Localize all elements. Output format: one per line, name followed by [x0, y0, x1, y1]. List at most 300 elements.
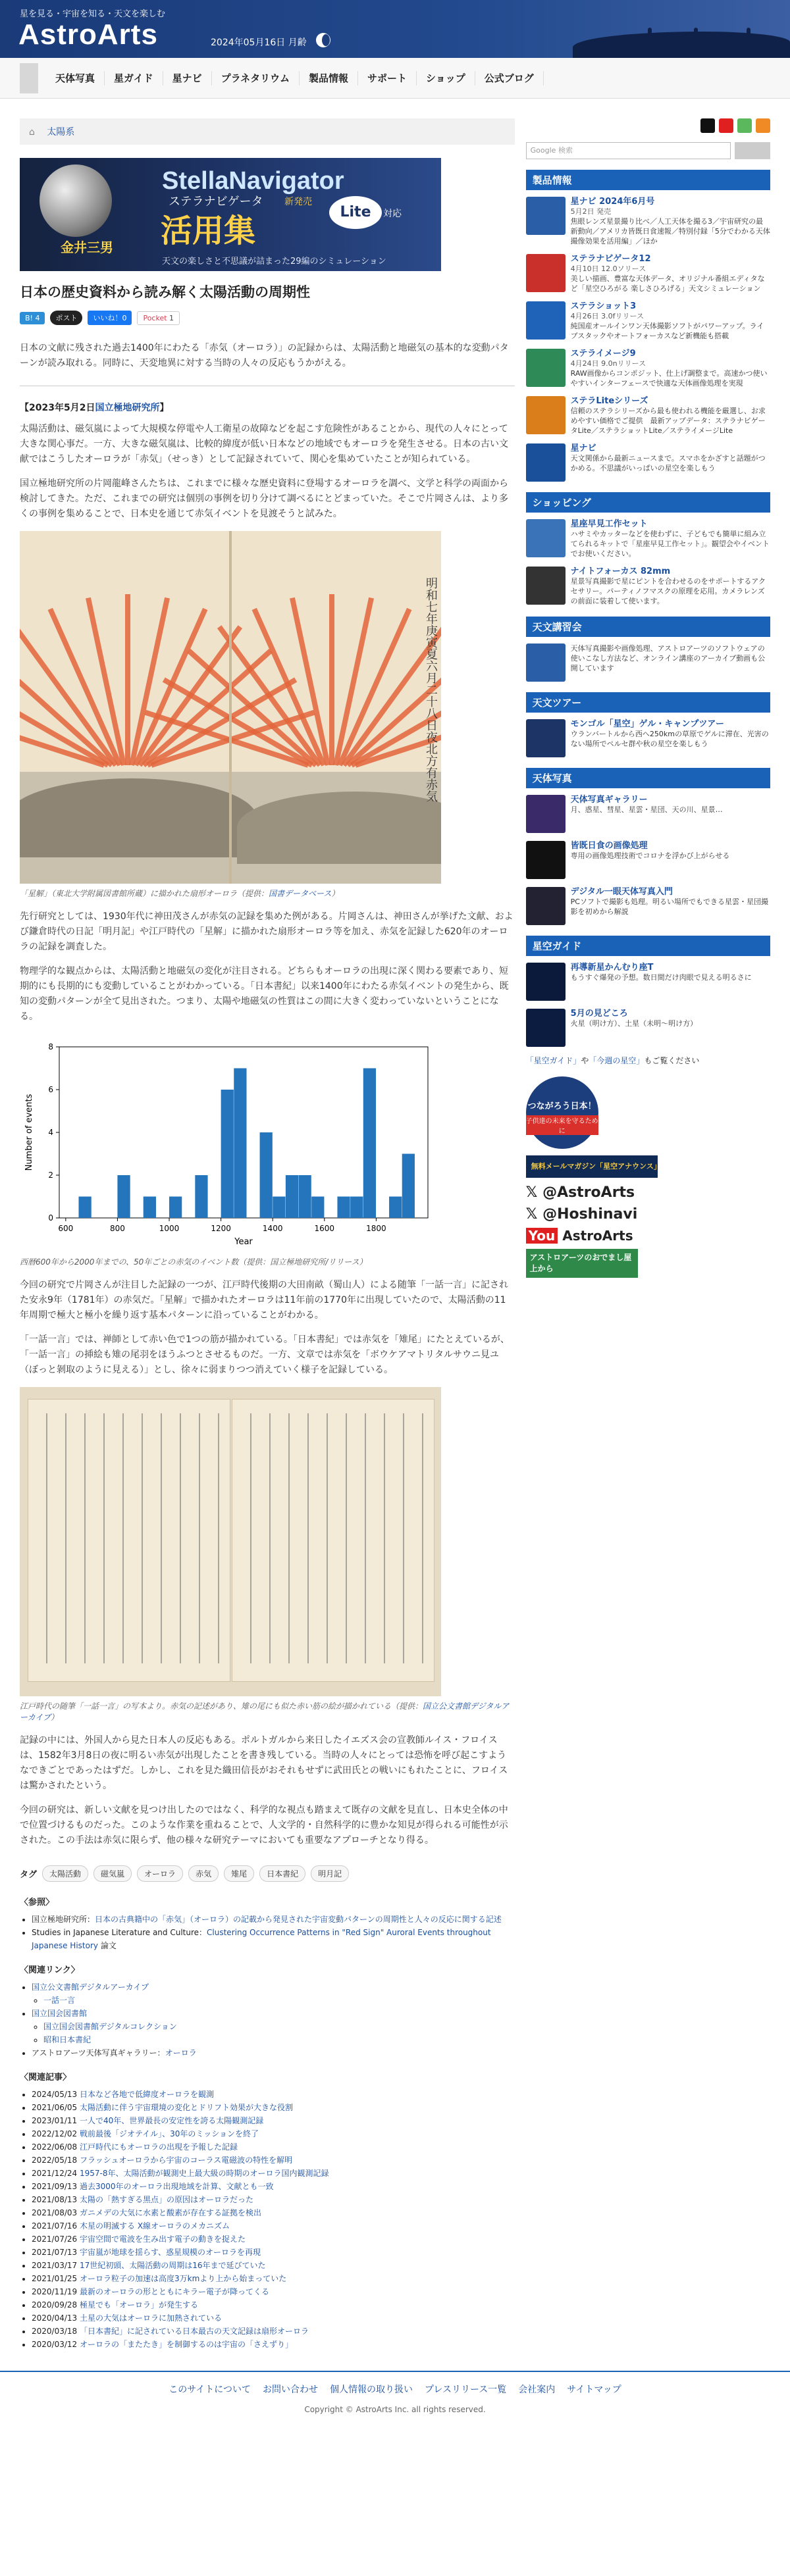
stellanavigator-banner[interactable] — [20, 158, 441, 271]
sidebar-entry-desc: ハサミやカッターなどを使わずに、子どもでも簡単に組み立てられるキットで「星座早見工作セット」。観望会やイベントでお使いください。 — [570, 530, 770, 558]
shop-list — [526, 519, 770, 606]
promo-twitcasting[interactable]: アストロアーツのおでまし屋上から — [526, 1249, 638, 1278]
reference-link[interactable]: Clustering Occurrence Patterns in "Red Sign" Auroral Events throughout Japanese History — [32, 1928, 491, 1950]
related-article-link[interactable]: 最新のオーロラの形とともにキラー電子が降ってくる — [80, 2287, 270, 2296]
related-article-link[interactable]: フラッシュオーロラから宇宙のコーラス電磁波の特性を解明 — [80, 2156, 293, 2165]
related-link[interactable]: 国立国会図書館 — [32, 2009, 88, 2018]
related-sublist — [43, 1994, 515, 2007]
site-logo[interactable]: AstroArts — [18, 18, 158, 51]
promo-friends-title: つながろう日本！ — [527, 1101, 596, 1111]
reference-source: Studies in Japanese Literature and Culture： — [32, 1928, 207, 1937]
banner-big-text: 活用集 — [161, 213, 256, 249]
sidebar-entry-desc: 信頼のステラシリーズから最も使われる機能を厳選し、お求めやすい価格でご提供 最新アップデータ：ステラナビゲータLite／ステラショットLite／ステライメージLite — [570, 407, 766, 435]
sidebar-entry[interactable] — [526, 719, 770, 757]
nightfocus-icon — [526, 567, 566, 605]
x-icon: 𝕏 — [525, 1206, 538, 1223]
related-link-item — [32, 2046, 515, 2059]
x-post-button[interactable]: ポスト — [50, 311, 82, 325]
reference-source: 国立極地研究所： — [32, 1915, 95, 1924]
si9-icon — [526, 349, 566, 387]
sidebar-entry-text — [571, 254, 770, 293]
histogram-bar — [144, 1197, 156, 1219]
site-tagline: 星を見る・宇宙を知る・天文を楽しむ — [20, 9, 166, 19]
histogram-bar — [273, 1197, 285, 1219]
related-article-item — [32, 2219, 515, 2233]
star-guide-link[interactable]: 「星空ガイド」 — [525, 1056, 581, 1065]
search-button[interactable] — [735, 142, 770, 159]
sidebar-entry-date: 4月24日 9.0nリリース — [570, 359, 646, 368]
related-subitem — [43, 2020, 515, 2033]
histogram-svg — [20, 1034, 441, 1251]
manuscript-line — [122, 1413, 124, 1663]
tags-label: タグ — [20, 1870, 38, 1880]
promo-friends-sub: 子供達の未来を守るために — [526, 1115, 598, 1135]
tour-list — [526, 719, 770, 757]
article-lead: 日本の文献に残された過去1400年にわたる「赤気（オーロラ）」の記録からは、太陽活動と地磁気の基本的な変動パターンが読み取れる。同時に、天変地異に対する当時の人々の反応もうかがえる。 — [20, 341, 515, 386]
related-article-item — [32, 2272, 515, 2285]
manuscript-line — [346, 1413, 347, 1663]
seminar-heading: 天文講習会 — [526, 617, 770, 637]
ss3-icon — [526, 301, 566, 340]
related-article-date: 2022/06/08 — [32, 2142, 78, 2152]
footer-link[interactable]: このサイトについて — [169, 2385, 251, 2395]
promo-x-astroarts[interactable] — [526, 1184, 770, 1201]
sidebar-entry[interactable] — [526, 795, 770, 833]
related-article-date: 2023/01/11 — [32, 2116, 78, 2125]
promo-x-hoshinavi[interactable] — [526, 1206, 770, 1223]
sidebar-entry[interactable] — [526, 644, 770, 682]
related-article-link[interactable]: 「日本書紀」に記されている日本最古の天文記録は扇形オーロラ — [80, 2327, 309, 2336]
breadcrumb-current[interactable]: 太陽系 — [47, 127, 75, 138]
article-paragraph-4: 物理学的な観点からは、太陽活動と地磁気の変化が注目される。どちらもオーロラの出現に深く関わる要素であり、短期的にも長期的にも変動していることがわかっている。「日本書紀」以来1400年にわたる赤気イベントの発生から、既知の変動パターンが全て見出された。つまり、太陽や地磁気の性質はこの間に大きく変わっていないということになる。 — [20, 966, 509, 1022]
related-article-link[interactable]: オーロラ粒子の加速は高度3万kmより上から始まっていた — [80, 2274, 287, 2283]
header-hill-illustration — [573, 32, 790, 58]
related-links-list — [32, 1981, 515, 2059]
sidebar-entry[interactable] — [526, 197, 770, 246]
sidebar-entry[interactable] — [526, 301, 770, 341]
related-article-item — [32, 2180, 515, 2193]
related-article-item — [32, 2311, 515, 2325]
guide-list — [526, 963, 770, 1047]
painting-mountain — [20, 778, 257, 857]
related-article-date: 2021/03/17 — [32, 2261, 78, 2270]
tag-link[interactable]: 雉尾 — [224, 1865, 254, 1882]
fan-aurora-painting — [20, 531, 441, 884]
histogram-bar — [234, 1069, 246, 1219]
sidebar-entry-date: 4月26日 3.0fリリース — [570, 312, 644, 320]
sidebar-entry-desc: 天文関係から最新ニュースまで。スマホをかざすと話題がつかめる。不思議がいっぱいの星空を楽しもう — [570, 454, 766, 472]
x-icon: 𝕏 — [525, 1184, 538, 1201]
nav-item[interactable]: プラネタリウム — [212, 71, 300, 86]
related-link-prefix: アストロアーツ天体写真ギャラリー： — [32, 2048, 165, 2058]
related-sublist — [43, 2020, 515, 2046]
shopping-heading: ショッピング — [526, 492, 770, 513]
related-article-link[interactable]: オーロラの「またたき」を制御するのは宇宙の「さえずり」 — [80, 2340, 294, 2349]
manuscript-line — [84, 1413, 86, 1663]
sidebar-entry-desc: RAW画像からコンポジット、仕上げ調整まで。高速かつ使いやすいインターフェースで快適な天体画像処理を実現 — [570, 369, 768, 388]
histogram-bar — [299, 1175, 311, 1218]
youtube-icon[interactable] — [719, 118, 733, 133]
header-person-illustration — [648, 28, 652, 39]
manuscript-line — [199, 1413, 200, 1663]
sidebar-entry-text — [571, 963, 752, 1001]
related-article-date: 2021/07/13 — [32, 2248, 78, 2257]
sidebar-entry-date: 5月2日 発売 — [570, 207, 612, 216]
sidebar-entry-desc: 専用の画像処理技術でコロナを浮かび上がらせる — [570, 851, 730, 860]
tour-heading: 天文ツアー — [526, 692, 770, 713]
seminar-list — [526, 644, 770, 682]
caption-text: 江戸時代の随筆「一話一言」の写本より。赤気の記述があり、雉の尾にも似た赤い筋の絵が描かれている（提供： — [20, 1702, 423, 1711]
related-links-heading: 〈関連リンク〉 — [20, 1965, 80, 1975]
pocket-button[interactable] — [137, 311, 180, 325]
sidebar-entry-title[interactable]: デジタル一眼天体写真入門 — [570, 887, 673, 897]
related-article-link[interactable]: 木星の明滅する X線オーロラのメカニズム — [80, 2221, 230, 2231]
sidebar-entry-desc: 星景写真撮影で星にピントを合わせるのをサポートするアクセサリー。パーティノフマスクの原理を応用。カメラレンズの前面に装着して使います。 — [570, 577, 766, 605]
related-sublink[interactable]: 一話一言 — [43, 1996, 76, 2005]
y-tick-label: 4 — [48, 1128, 53, 1137]
sidebar-entry[interactable] — [526, 887, 770, 925]
pocket-label: Pocket — [143, 313, 167, 322]
sidebar-entry-desc: もうすぐ爆発の予想。数日間だけ肉眼で見える明るさに — [570, 973, 752, 982]
related-article-link[interactable]: 日本など各地で低緯度オーロラを観測 — [80, 2090, 215, 2099]
nav-item[interactable]: 製品情報 — [300, 71, 358, 86]
promo-mailmagazine[interactable]: 無料メールマガジン「星空アナウンス」 — [526, 1155, 658, 1178]
manuscript-line — [180, 1413, 181, 1663]
manuscript-caption — [20, 1700, 515, 1723]
lite-icon — [526, 396, 566, 434]
sidebar-entry[interactable] — [526, 567, 770, 606]
manuscript-line — [422, 1413, 423, 1663]
tag-link[interactable]: オーロラ — [137, 1865, 183, 1882]
article-paragraph-6: 「一話一言」では、禅師として赤い色で1つの筋が描かれている。「日本書紀」では赤気を「雉尾」にたとえているが、「一話一言」の挿絵も雉の尾羽をほうふつとさせるものだ。一方、文章では赤気を「ボウケアマトリタルサウニ見ユ（ぼっと剝取のように見える）」とし、徐々に弱まりつつ消えていく様子を記録している。 — [20, 1334, 510, 1375]
related-article-link[interactable]: 宇宙空間で電波を生み出す電子の動きを捉えた — [80, 2235, 246, 2244]
caption-end: ） — [331, 889, 340, 898]
footer-link[interactable]: プレスリリース一覧 — [424, 2385, 507, 2395]
related-article-link[interactable]: 極星でも「オーロラ」が発生する — [80, 2300, 199, 2310]
sidebar-entry-desc: 美しい描画、豊富な天体データ、オリジナル番組エディタなど「星空ひろがる 楽しさひろげる」天文シミュレーション — [570, 274, 765, 293]
article-paragraph-8: 今回の研究は、新しい文献を見つけ出したのではなく、科学的な視点も踏まえて既存の文献を見直し、日本史全体の中で位置づけるものだった。このような作業を重ねることで、人文学的・自然科学的に豊かな知見が得られる可能性が示された。この手法は赤気に限らず、他の様々な研究テーマにおいても重要なアプローチとなり得る。 — [20, 1805, 508, 1846]
tag-link[interactable]: 太陽活動 — [42, 1865, 88, 1882]
sidebar-entry-title[interactable]: 天体写真ギャラリー — [570, 795, 648, 805]
sidebar-entry-title[interactable]: 再導新星かんむり座T — [570, 963, 654, 972]
nav-item[interactable]: 公式ブログ — [475, 71, 544, 86]
y-tick-label: 6 — [48, 1085, 53, 1094]
sidebar-entry-title[interactable]: 5月の見どころ — [570, 1009, 628, 1019]
related-article-item — [32, 2193, 515, 2206]
histogram-bar — [286, 1175, 298, 1218]
sidebar-entry[interactable] — [526, 396, 770, 436]
sidebar-entry-desc: 焦眼レンズ星景撮り比べ／人工天体を撮る3／宇宙研究の最新動向／アメリカ皆既日食速報／特別付録「5分でわかる天体撮像効果を活用編」／ほか — [570, 217, 770, 245]
histogram-bar — [221, 1090, 234, 1218]
sidebar-entry-title[interactable]: 皆既日食の画像処理 — [570, 841, 648, 851]
sidebar-entry-title[interactable]: 星ナビ 2024年6月号 — [570, 197, 655, 207]
sn12-icon — [526, 254, 566, 292]
sidebar-entry[interactable] — [526, 519, 770, 559]
related-article-date: 2021/07/26 — [32, 2235, 78, 2244]
references-list — [32, 1913, 515, 1952]
related-article-link[interactable]: 太陽の「熱すぎる黒点」の原因はオーロラだった — [80, 2195, 254, 2204]
related-article-link[interactable]: 土星の大気はオーロラに加熱されている — [80, 2313, 223, 2323]
related-article-item — [32, 2206, 515, 2219]
sidebar-entry-text — [571, 887, 770, 925]
promo-youtube[interactable] — [526, 1228, 770, 1244]
nav-item[interactable]: 星ガイド — [105, 71, 163, 86]
related-article-date: 2022/12/02 — [32, 2129, 78, 2138]
x-icon[interactable] — [700, 118, 715, 133]
related-article-date: 2021/01/25 — [32, 2274, 78, 2283]
related-article-link[interactable]: 江戸時代にもオーロラの出現を予報した記録 — [80, 2142, 238, 2152]
footer-link[interactable]: 会社案内 — [518, 2385, 556, 2395]
aurora-ray — [125, 594, 130, 765]
manuscript-line — [365, 1413, 366, 1663]
eclipse-icon — [526, 841, 566, 879]
home-icon[interactable] — [20, 63, 38, 93]
reference-link[interactable]: 日本の古典籍中の「赤気」（オーロラ）の記載から発見された宇宙変動パターンの周期性と人々の反応に関する記述 — [95, 1915, 502, 1924]
dslr-icon — [526, 887, 566, 925]
manuscript-line — [288, 1413, 290, 1663]
related-article-date: 2020/11/19 — [32, 2287, 78, 2296]
related-article-item — [32, 2114, 515, 2127]
manuscript-line — [269, 1413, 271, 1663]
banner-lite-tail: 対応 — [383, 209, 402, 219]
related-sublink[interactable]: 昭和日本書紀 — [43, 2035, 92, 2044]
dateline-end: 】 — [159, 403, 169, 413]
article-paragraph-1: 太陽活動は、磁気嵐によって大規模な停電や人工衛星の故障などを起こす危険性があることから、現代の人々にとって大きな関心事だ。一方、大きな磁気嵐は、比較的緯度が低い日本などの地域でもオーロラを発生させる。日本の古い文献ではこうしたオーロラが「赤気」（せっき）として記録されていて、関心を集めていたことが知られている。 — [20, 424, 508, 465]
y-tick-label: 8 — [48, 1042, 53, 1051]
promo-youtube-label: AstroArts — [562, 1228, 633, 1244]
dateline-text: 【2023年5月2日 — [20, 403, 95, 413]
article-tags — [20, 1865, 515, 1882]
related-article-date: 2020/09/28 — [32, 2300, 78, 2310]
x-tick-label: 1000 — [159, 1224, 180, 1233]
promo-friends[interactable] — [526, 1076, 598, 1149]
related-article-link[interactable]: 17世紀初頭、太陽活動の周期は16年まで延びていた — [80, 2261, 266, 2270]
caption-link[interactable]: 国立公文書館デジタルアーカイブ — [20, 1702, 510, 1722]
related-article-link[interactable]: 戦前最後「ジオテイル」、30年のミッションを終了 — [80, 2129, 259, 2138]
this-week-link[interactable]: 「今週の星空」 — [589, 1056, 645, 1065]
dateline-source-link[interactable]: 国立極地研究所 — [95, 403, 160, 413]
tag-link[interactable]: 磁気嵐 — [93, 1865, 132, 1882]
sidebar-entry-desc: ウランバートルから西へ250kmの草原でゲルに滞在、光害のない場所でペルセ群や秋の星空を楽しもう — [570, 730, 769, 748]
x-tick-label: 600 — [58, 1224, 74, 1233]
histogram-bar — [363, 1069, 376, 1219]
related-article-date: 2021/12/24 — [32, 2169, 78, 2178]
may-icon — [526, 1009, 566, 1047]
header-date: 2024年05月16日 月齢 — [211, 38, 307, 48]
sidebar-entry-text — [571, 644, 770, 682]
banner-title: StellaNavigator — [162, 167, 344, 195]
nova-icon — [526, 963, 566, 1001]
related-article-date: 2020/04/13 — [32, 2313, 78, 2323]
related-article-link[interactable]: 過去3000年のオーロラ出現地域を計算、文献とも一致 — [80, 2182, 274, 2191]
related-subitem — [43, 2033, 515, 2046]
tag-link[interactable]: 日本書紀 — [259, 1865, 305, 1882]
related-link[interactable]: 国立公文書館デジタルアーカイブ — [32, 1983, 149, 1992]
related-article-date: 2021/07/16 — [32, 2221, 78, 2231]
facebook-like-button[interactable]: いいね！0 — [88, 311, 132, 325]
hoshinavi-icon — [526, 443, 566, 482]
sidebar-entry-desc: 純国産オールインワン天体撮影ソフトがパワーアップ。ライブスタックやオートフォーカスなど新機能も搭載 — [570, 322, 764, 340]
sidebar-entry[interactable] — [526, 841, 770, 879]
sidebar-entry-text — [571, 519, 770, 559]
related-article-date: 2022/05/18 — [32, 2156, 78, 2165]
sidebar-entry-title[interactable]: ステラナビゲータ12 — [570, 254, 651, 264]
sidebar-entry[interactable] — [526, 1009, 770, 1047]
footer-link[interactable]: お問い合わせ — [262, 2385, 318, 2395]
astrophoto-list — [526, 795, 770, 925]
tag-link[interactable]: 明月記 — [311, 1865, 349, 1882]
sidebar-entry-desc: 天体写真撮影や画像処理、アストロアーツのソフトウェアの使いこなし方法など、オンライン講座のアーカイブ動画も公開しています — [570, 644, 766, 672]
planisphere-icon — [526, 519, 566, 557]
copyright: Copyright © AstroArts Inc. all rights reserved. — [304, 2405, 486, 2414]
article-paragraph-3: 先行研究としては、1930年代に神田茂さんが赤気の記録を集めた例がある。片岡さんは、神田さんが挙げた文献、および鎌倉時代の日記「明月記」や江戸時代の「星解」に描かれた扇形オーロラ等を加え、赤気を記録した620年のオーロラの記録を調査した。 — [20, 911, 514, 952]
header-person-illustration — [694, 28, 698, 39]
moon-phase-icon — [316, 33, 330, 47]
seminar-icon — [526, 644, 566, 682]
manuscript-line — [218, 1413, 219, 1663]
reference-suffix: 論文 — [98, 1941, 117, 1950]
related-article-date: 2020/03/12 — [32, 2340, 78, 2349]
manuscript-line — [161, 1413, 162, 1663]
related-article-item — [32, 2140, 515, 2154]
sidebar-entry-title[interactable]: ステラLiteシリーズ — [570, 396, 648, 406]
sidebar-entry-title[interactable]: 星ナビ — [570, 443, 596, 453]
histogram-caption: 西暦600年から2000年までの、50年ごとの赤気のイベント数（提供：国立極地研究所/リリース） — [20, 1257, 367, 1267]
x-tick-label: 800 — [109, 1224, 125, 1233]
sidebar-entry-text — [571, 349, 770, 388]
caption-link[interactable]: 国書データベース — [269, 889, 332, 898]
article-paragraph-7: 記録の中には、外国人から見た日本人の反応もある。ポルトガルから来日したイエズス会の宣教師ルイス・フロイスは、1582年3月8日の夜に明るい赤気が出現したことを書き残している。当時の人々にとっては恐怖を呼び起こすようなできごとであったはずだ。しかし、これを見た織田信長がおそれもせずに武田氏との戦いにもれたことに、フロイスは驚かされたという。 — [20, 1735, 508, 1791]
search-input[interactable]: Google 検索 — [526, 142, 731, 159]
sidebar-entry-desc: 月、惑星、彗星、星雲・星団、天の川、星景… — [570, 805, 723, 814]
manuscript-line — [403, 1413, 404, 1663]
manuscript-line — [103, 1413, 105, 1663]
histogram-bar — [402, 1154, 415, 1219]
article-main — [20, 118, 515, 2351]
related-article-link[interactable]: 宇宙嵐が地球を揺らす、惑星規模のオーロラを再現 — [80, 2248, 261, 2257]
related-subitem — [43, 1994, 515, 2007]
tag-link[interactable]: 赤気 — [188, 1865, 219, 1882]
painting-inscription: 明和七年庚寅夏六月二十八日夜北方有赤気 — [424, 577, 438, 802]
histogram-bar — [78, 1197, 91, 1219]
manuscript-line — [142, 1413, 143, 1663]
related-article-date: 2021/06/05 — [32, 2103, 78, 2112]
manuscript-line — [65, 1413, 66, 1663]
sidebar-entry-title[interactable]: ナイトフォーカス 82mm — [570, 567, 671, 576]
related-article-item — [32, 2259, 515, 2272]
banner-author: 金井三男 — [61, 240, 113, 255]
histogram-bar — [195, 1175, 207, 1218]
article-title: 日本の歴史資料から読み解く太陽活動の周期性 — [20, 284, 310, 300]
nav-item[interactable]: ショップ — [417, 71, 475, 86]
banner-lite-badge: Lite — [329, 196, 382, 229]
sidebar-entry-title[interactable]: モンゴル「星空」ゲル・キャンプツアー — [570, 719, 725, 729]
histogram-bar — [337, 1197, 350, 1219]
related-article-link[interactable]: 太陽活動に伴う宇宙環境の変化とドリフト効果が大きな役割 — [80, 2103, 294, 2112]
sidebar-entry-date: 4月10日 12.0ソリース — [570, 265, 646, 273]
related-sublink[interactable]: 国立国会図書館デジタルコレクション — [43, 2022, 177, 2031]
home-crumb-icon[interactable]: ⌂ — [29, 127, 35, 138]
sidebar-entry-text — [571, 301, 770, 341]
related-link[interactable]: オーロラ — [165, 2048, 197, 2058]
footer-link[interactable]: 個人情報の取り扱い — [329, 2385, 413, 2395]
line-icon[interactable] — [737, 118, 752, 133]
related-link-item — [32, 1981, 515, 2007]
rss-icon[interactable] — [756, 118, 770, 133]
sidebar-entry-title[interactable]: ステライメージ9 — [570, 349, 636, 359]
social-icons — [526, 118, 770, 133]
nav-item[interactable]: 星ナビ — [163, 71, 212, 86]
related-article-item — [32, 2088, 515, 2101]
guide-footer — [526, 1055, 770, 1066]
guide-footer-text: や — [581, 1056, 589, 1065]
header-person-illustration — [747, 28, 750, 39]
hatena-bookmark-button[interactable]: B! 4 — [20, 312, 45, 324]
sidebar-entry-text — [571, 567, 770, 606]
sidebar-entry[interactable] — [526, 254, 770, 293]
sidebar-entry-title[interactable]: ステラショット3 — [570, 301, 637, 311]
youtube-icon: You — [526, 1228, 558, 1244]
astrophoto-heading: 天体写真 — [526, 768, 770, 788]
sidebar-entry[interactable] — [526, 963, 770, 1001]
related-article-item — [32, 2298, 515, 2311]
tour-icon — [526, 719, 566, 757]
footer-link[interactable]: サイトマップ — [567, 2385, 621, 2395]
banner-subtitle: 天文の楽しさと不思議が詰まった29編のシミュレーション — [162, 257, 386, 266]
y-axis-label: Number of events — [24, 1094, 34, 1171]
article-paragraph-5: 今回の研究で片岡さんが注目した記録の一つが、江戸時代後期の大田南畝（蜀山人）による随筆「一話一言」に記された安永9年（1781年）の赤気だ。「星解」で描かれたオーロラは11年前の1770年に出現していたので、太陽活動の11年周期で極大と極小を繰り返す基本パターンに沿っていることがわかる。 — [20, 1280, 508, 1321]
nav-item[interactable]: 天体写真 — [46, 71, 105, 86]
related-article-item — [32, 2167, 515, 2180]
manuscript-line — [250, 1413, 251, 1663]
histogram-bar — [350, 1197, 363, 1219]
related-article-link[interactable]: ガニメデの大気に水素と酸素が存在する証拠を検出 — [80, 2208, 262, 2217]
related-article-item — [32, 2101, 515, 2114]
related-article-link[interactable]: 一人で40年、世界最長の安定性を誇る太陽観測記録 — [80, 2116, 264, 2125]
reference-item — [32, 1913, 515, 1926]
sidebar-entry-text — [571, 719, 770, 757]
caption-end: ） — [51, 1713, 59, 1722]
x-tick-label: 1400 — [262, 1224, 283, 1233]
breadcrumb — [20, 118, 515, 145]
y-tick-label: 2 — [48, 1171, 53, 1180]
histogram-bar — [117, 1175, 130, 1218]
related-articles-heading: 〈関連記事〉 — [20, 2073, 72, 2083]
reference-item — [32, 1926, 515, 1952]
related-link-item — [32, 2007, 515, 2046]
sidebar-entry-text — [571, 1009, 698, 1047]
sidebar-entry-desc: 火星（明け方）、土星（未明〜明け方） — [570, 1019, 698, 1028]
products-list — [526, 197, 770, 482]
article-paragraph-2: 国立極地研究所の片岡龍峰さんたちは、これまでに様々な歴史資料に登場するオーロラを調べ、文学と科学の両面から検討してきた。ただ、これまでの研究は個別の事例を切り分けて調べるにとどまっていた。そこで片岡さんは、より多くの事例を集めることで、日本史を通じて赤気イベントを見渡そうと試みた。 — [20, 478, 508, 519]
banner-new-badge: 新発売 — [284, 197, 312, 207]
gallery-icon — [526, 795, 566, 833]
nav-item[interactable]: サポート — [358, 71, 417, 86]
related-article-link[interactable]: 1957-8年、太陽活動が観測史上最大級の時期のオーロラ国内観測記録 — [80, 2169, 329, 2178]
sidebar-entry[interactable] — [526, 349, 770, 388]
sidebar-entry[interactable] — [526, 443, 770, 482]
related-article-item — [32, 2154, 515, 2167]
site-header — [0, 0, 790, 58]
related-articles-list — [32, 2088, 515, 2351]
x-tick-label: 1200 — [211, 1224, 231, 1233]
related-article-item — [32, 2285, 515, 2298]
caption-text: 「星解」（東北大学附属図書館所蔵）に描かれた扇形オーロラ（提供： — [20, 889, 269, 898]
related-article-item — [32, 2338, 515, 2351]
related-article-date: 2024/05/13 — [32, 2090, 78, 2099]
site-search — [526, 142, 770, 159]
sidebar-entry-title[interactable]: 星座早見工作セット — [570, 519, 648, 529]
